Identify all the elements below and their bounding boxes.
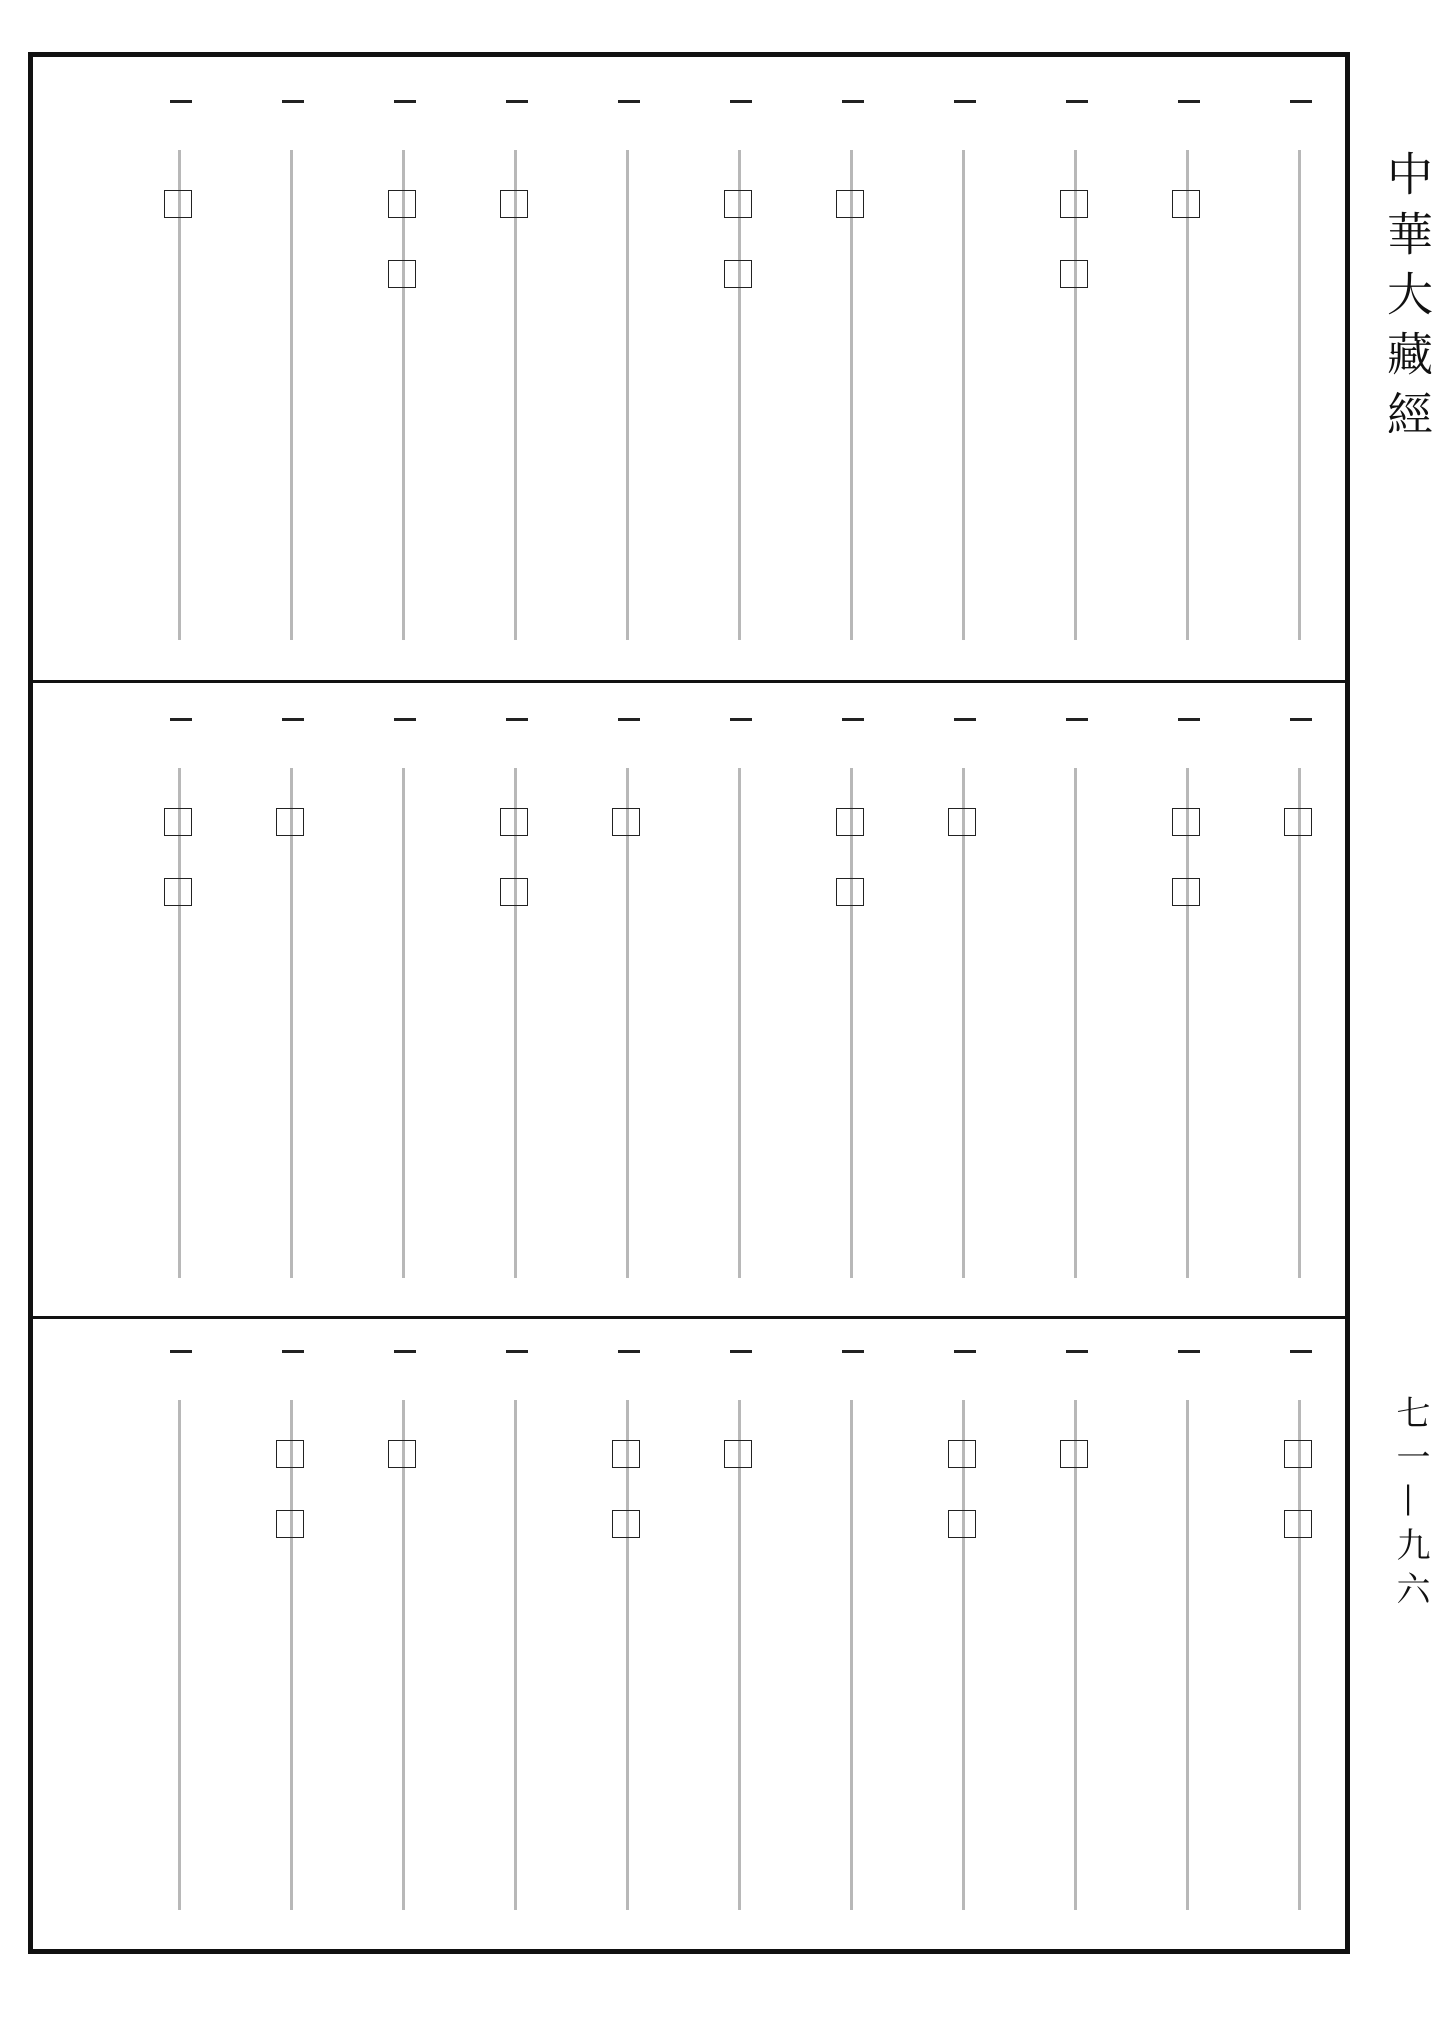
boxed-mark <box>948 1510 976 1538</box>
boxed-mark <box>612 808 640 836</box>
text-column <box>270 100 314 660</box>
boxed-mark <box>164 190 192 218</box>
boxed-mark <box>612 1440 640 1468</box>
boxed-mark <box>164 808 192 836</box>
text-column <box>1278 1350 1322 1930</box>
text-line <box>850 768 853 1278</box>
panel-divider-1 <box>28 680 1350 683</box>
text-line <box>1298 150 1301 640</box>
text-line <box>1074 768 1077 1278</box>
text-column <box>1166 1350 1210 1930</box>
text-column <box>382 1350 426 1930</box>
text-column <box>718 100 762 660</box>
text-line <box>178 150 181 640</box>
boxed-mark <box>1172 190 1200 218</box>
boxed-mark <box>724 260 752 288</box>
text-column <box>1054 718 1098 1298</box>
text-line <box>738 150 741 640</box>
text-column <box>494 1350 538 1930</box>
boxed-mark <box>948 1440 976 1468</box>
text-line <box>290 150 293 640</box>
text-column <box>942 718 986 1298</box>
entry-dash <box>1066 1350 1088 1353</box>
boxed-mark <box>836 190 864 218</box>
boxed-mark <box>500 878 528 906</box>
text-line <box>1298 1400 1301 1910</box>
entry-dash <box>170 1350 192 1353</box>
text-column <box>270 718 314 1298</box>
boxed-mark <box>500 190 528 218</box>
entry-dash <box>1290 100 1312 103</box>
boxed-mark <box>1284 808 1312 836</box>
text-column <box>382 718 426 1298</box>
text-column <box>942 100 986 660</box>
boxed-mark <box>388 190 416 218</box>
boxed-mark <box>500 808 528 836</box>
text-line <box>178 1400 181 1910</box>
entry-dash <box>954 1350 976 1353</box>
entry-dash <box>1066 718 1088 721</box>
text-column <box>606 718 650 1298</box>
boxed-mark <box>1060 260 1088 288</box>
text-column <box>494 718 538 1298</box>
boxed-mark <box>1172 878 1200 906</box>
entry-dash <box>954 100 976 103</box>
text-line <box>402 150 405 640</box>
text-column <box>1054 100 1098 660</box>
text-line <box>402 1400 405 1910</box>
text-line <box>514 150 517 640</box>
panel-divider-2 <box>28 1316 1350 1319</box>
boxed-mark <box>724 190 752 218</box>
collection-title: 中華大藏經 <box>1380 150 1434 450</box>
entry-dash <box>730 100 752 103</box>
entry-dash <box>730 718 752 721</box>
boxed-mark <box>948 808 976 836</box>
entry-dash <box>506 718 528 721</box>
boxed-mark <box>388 1440 416 1468</box>
text-line <box>850 1400 853 1910</box>
text-line <box>962 150 965 640</box>
text-column <box>382 100 426 660</box>
text-column <box>942 1350 986 1930</box>
text-column <box>158 718 202 1298</box>
page-number: 七一—九六 <box>1390 1395 1430 1615</box>
boxed-mark <box>276 1440 304 1468</box>
text-line <box>738 1400 741 1910</box>
boxed-mark <box>388 260 416 288</box>
text-column <box>1166 100 1210 660</box>
entry-dash <box>618 1350 640 1353</box>
text-line <box>290 768 293 1278</box>
text-line <box>850 150 853 640</box>
text-column <box>606 100 650 660</box>
entry-dash <box>842 718 864 721</box>
text-line <box>1074 1400 1077 1910</box>
text-line <box>1186 768 1189 1278</box>
text-line <box>962 768 965 1278</box>
boxed-mark <box>1060 190 1088 218</box>
entry-dash <box>394 1350 416 1353</box>
text-column <box>1278 718 1322 1298</box>
text-column <box>718 1350 762 1930</box>
boxed-mark <box>1060 1440 1088 1468</box>
text-column <box>830 1350 874 1930</box>
entry-dash <box>506 1350 528 1353</box>
boxed-mark <box>612 1510 640 1538</box>
text-column <box>158 1350 202 1930</box>
text-column <box>830 718 874 1298</box>
boxed-mark <box>276 1510 304 1538</box>
entry-dash <box>730 1350 752 1353</box>
text-line <box>514 768 517 1278</box>
entry-dash <box>842 100 864 103</box>
text-line <box>402 768 405 1278</box>
boxed-mark <box>836 878 864 906</box>
text-column <box>718 718 762 1298</box>
text-line <box>738 768 741 1278</box>
text-line <box>178 768 181 1278</box>
entry-dash <box>618 100 640 103</box>
text-line <box>626 1400 629 1910</box>
boxed-mark <box>1284 1510 1312 1538</box>
text-line <box>962 1400 965 1910</box>
entry-dash <box>394 718 416 721</box>
entry-dash <box>282 100 304 103</box>
entry-dash <box>1290 1350 1312 1353</box>
boxed-mark <box>164 878 192 906</box>
page-frame <box>28 52 1350 1954</box>
text-column <box>158 100 202 660</box>
text-line <box>290 1400 293 1910</box>
entry-dash <box>842 1350 864 1353</box>
text-line <box>626 768 629 1278</box>
entry-dash <box>170 718 192 721</box>
text-line <box>1074 150 1077 640</box>
entry-dash <box>282 718 304 721</box>
text-column <box>1166 718 1210 1298</box>
text-line <box>514 1400 517 1910</box>
entry-dash <box>1290 718 1312 721</box>
entry-dash <box>1178 1350 1200 1353</box>
text-line <box>1298 768 1301 1278</box>
entry-dash <box>1178 100 1200 103</box>
entry-dash <box>1066 100 1088 103</box>
text-column <box>830 100 874 660</box>
entry-dash <box>394 100 416 103</box>
text-column <box>270 1350 314 1930</box>
entry-dash <box>170 100 192 103</box>
boxed-mark <box>1172 808 1200 836</box>
boxed-mark <box>1284 1440 1312 1468</box>
entry-dash <box>954 718 976 721</box>
boxed-mark <box>724 1440 752 1468</box>
text-column <box>494 100 538 660</box>
text-line <box>626 150 629 640</box>
text-column <box>606 1350 650 1930</box>
entry-dash <box>282 1350 304 1353</box>
boxed-mark <box>836 808 864 836</box>
entry-dash <box>506 100 528 103</box>
text-line <box>1186 150 1189 640</box>
entry-dash <box>1178 718 1200 721</box>
text-column <box>1054 1350 1098 1930</box>
entry-dash <box>618 718 640 721</box>
boxed-mark <box>276 808 304 836</box>
text-line <box>1186 1400 1189 1910</box>
text-column <box>1278 100 1322 660</box>
